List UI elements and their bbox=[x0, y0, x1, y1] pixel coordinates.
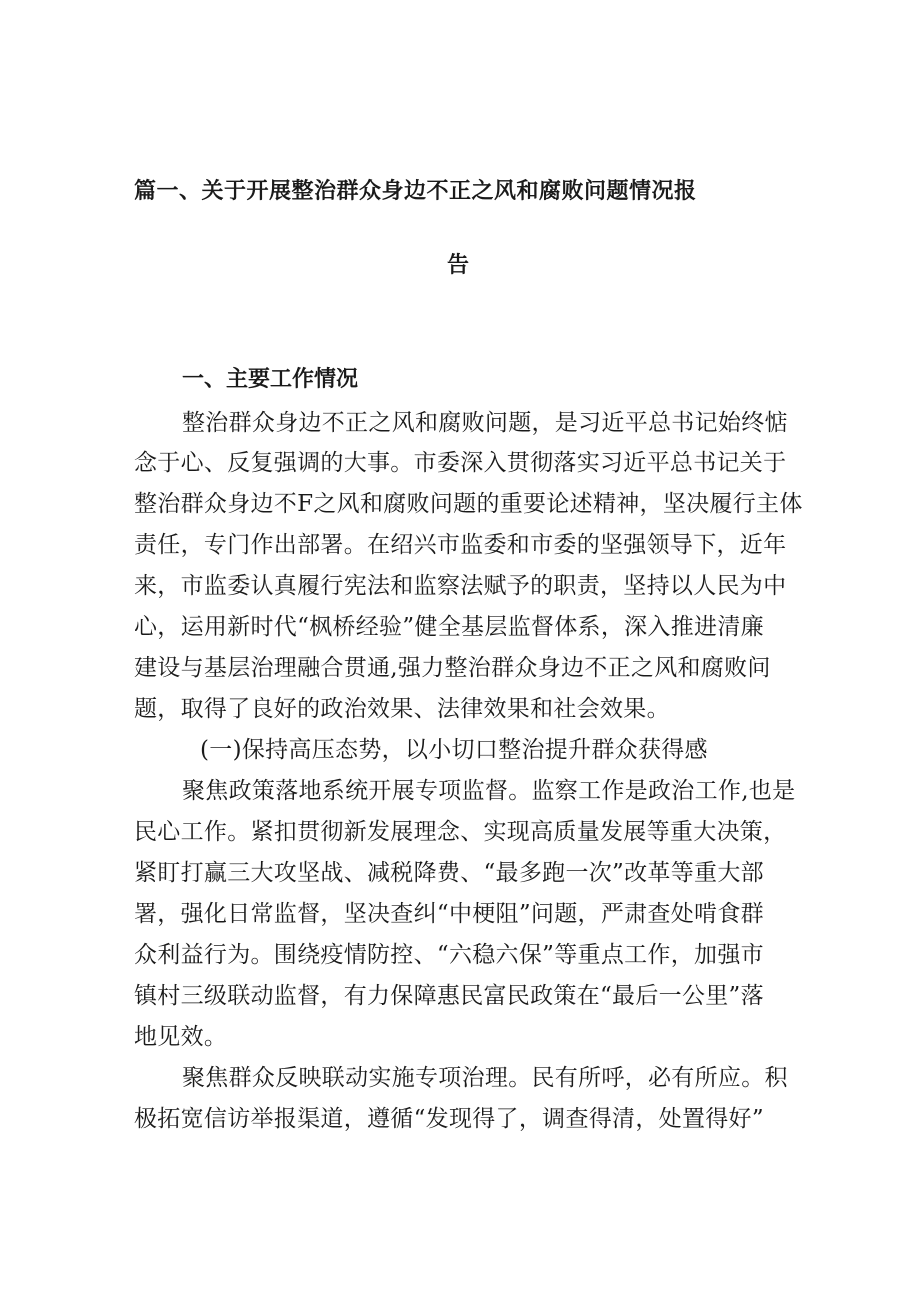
paragraph-line: 心，运用新时代“枫桥经验”健全基层监督体系，深入推进清廉 bbox=[134, 614, 764, 640]
paragraph-line: 镇村三级联动监督，有力保障惠民富民政策在“最后一公里”落 bbox=[134, 983, 764, 1009]
paragraph-line: 地见效。 bbox=[134, 1024, 228, 1050]
paragraph-line: 整治群众身边不F之风和腐败问题的重要论述精神，坚决履行主体 bbox=[134, 491, 803, 517]
paragraph-line: 题，取得了良好的政治效果、法律效果和社会效果。 bbox=[134, 696, 670, 722]
section-heading: 一、主要工作情况 bbox=[182, 367, 359, 392]
paragraph-line: 建设与基层治理融合贯通,强力整治群众身边不正之风和腐败问 bbox=[134, 655, 771, 681]
paragraph-line: 整治群众身边不正之风和腐败问题，是习近平总书记始终惦 bbox=[182, 410, 788, 436]
paragraph-line: 来，市监委认真履行宪法和监察法赋予的职责，坚持以人民为中 bbox=[134, 573, 787, 599]
subheading: (一)保持高压态势，以小切口整治提升群众获得感 bbox=[200, 737, 708, 763]
paragraph-line: 众利益行为。围绕疫情防控、“六稳六保”等重点工作，加强市 bbox=[134, 942, 764, 968]
paragraph-line: 聚焦群众反映联动实施专项治理。民有所呼，必有所应。积 bbox=[182, 1065, 788, 1091]
paragraph-line: 民心工作。紧扣贯彻新发展理念、实现高质量发展等重大决策， bbox=[134, 819, 787, 845]
paragraph-line: 紧盯打赢三大攻坚战、减税降费、“最多跑一次”改革等重大部 bbox=[134, 860, 764, 886]
paragraph-line: 责任，专门作出部署。在绍兴市监委和市委的坚强领导下，近年 bbox=[134, 532, 787, 558]
document-title-line-1: 篇一、关于开展整治群众身边不正之风和腐败问题情况报 bbox=[134, 179, 697, 204]
paragraph-line: 署，强化日常监督，坚决查纠“中梗阻”问题，严肃查处啃食群 bbox=[134, 901, 764, 927]
paragraph-line: 聚焦政策落地系统开展专项监督。监察工作是政治工作,也是 bbox=[182, 778, 796, 804]
paragraph-line: 极拓宽信访举报渠道，遵循“发现得了，调查得清，处置得好” bbox=[134, 1106, 764, 1132]
paragraph-line: 念于心、反复强调的大事。市委深入贯彻落实习近平总书记关于 bbox=[134, 450, 787, 476]
document-title-line-2: 告 bbox=[447, 253, 470, 278]
